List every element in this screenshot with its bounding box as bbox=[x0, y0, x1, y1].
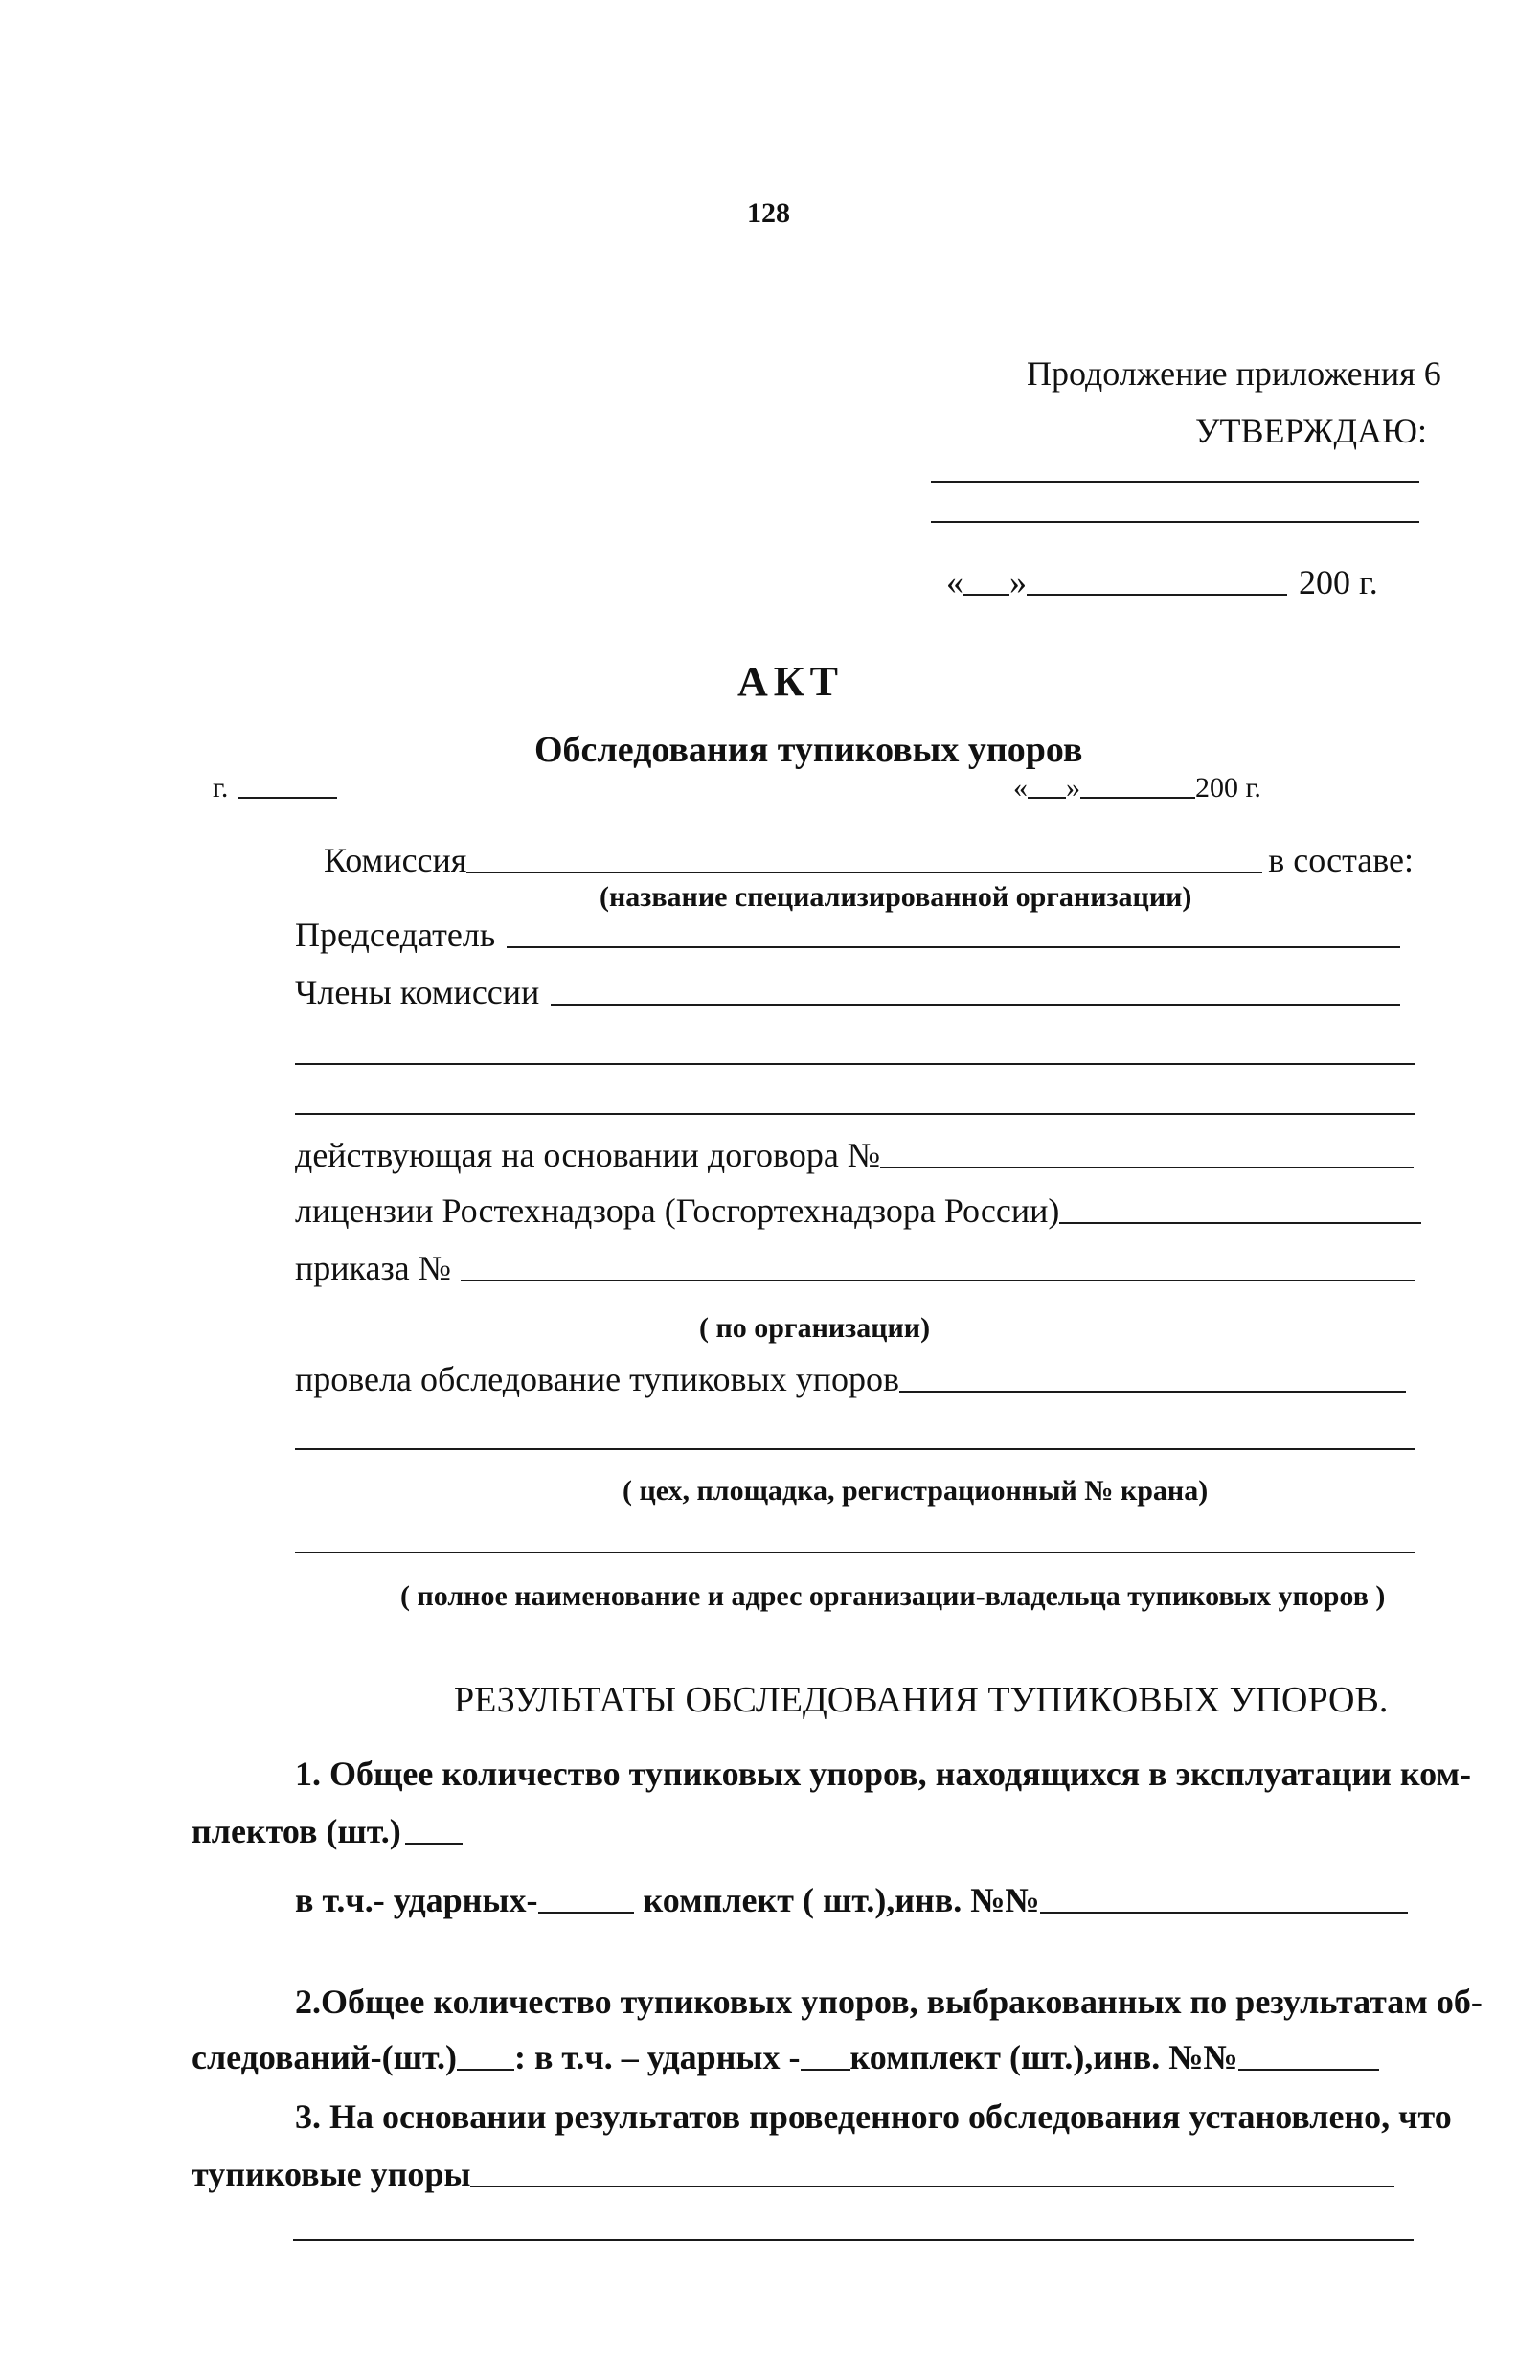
item1-line1: 1. Общее количество тупиковых упоров, находящихся в эксплуатации ком- bbox=[295, 1755, 1471, 1793]
members-line bbox=[551, 1004, 1400, 1006]
order-label: приказа № bbox=[295, 1249, 452, 1287]
license-line bbox=[1059, 1222, 1421, 1224]
item1-impact-label: в т.ч.- ударных- bbox=[295, 1881, 538, 1919]
item2-impact-label: : в т.ч. – ударных - bbox=[514, 2038, 801, 2076]
members-extra-line bbox=[295, 1113, 1415, 1115]
item2-line2 bbox=[192, 2040, 1379, 2074]
item1-line3 bbox=[295, 1883, 1408, 1917]
item1-sets-line bbox=[405, 1843, 463, 1845]
act-month-line bbox=[1080, 797, 1195, 799]
item3-line2 bbox=[192, 2157, 1394, 2191]
item3-line1: 3. На основании результатов проведенного обследования установлено, что bbox=[295, 2097, 1452, 2136]
approval-month-line bbox=[1027, 594, 1287, 596]
order-row bbox=[295, 1251, 1415, 1285]
org-name-hint: (название специализированной организации) bbox=[600, 881, 1192, 913]
inspected-label: провела обследование тупиковых упоров bbox=[295, 1360, 899, 1398]
by-organization-hint: ( по организации) bbox=[699, 1312, 931, 1344]
contract-label: действующая на основании договора № bbox=[295, 1136, 881, 1174]
contract-row bbox=[295, 1138, 1414, 1172]
city-row bbox=[213, 774, 347, 803]
approval-year: 200 г. bbox=[1299, 563, 1378, 601]
item1-inventory-label: комплект ( шт.),инв. №№ bbox=[643, 1881, 1040, 1919]
quote-open: « bbox=[1013, 772, 1028, 804]
inspected-object-line bbox=[899, 1391, 1406, 1393]
approver-name-line bbox=[931, 521, 1419, 523]
item3-conclusion-line bbox=[470, 2186, 1394, 2187]
quote-open: « bbox=[946, 563, 963, 601]
chairman-label: Председатель bbox=[295, 916, 496, 954]
chairman-row bbox=[295, 918, 1400, 952]
act-title: АКТ bbox=[737, 658, 845, 705]
act-date-row bbox=[1013, 774, 1339, 803]
commission-name-line bbox=[466, 872, 1262, 873]
members-row bbox=[295, 975, 1400, 1009]
city-line bbox=[238, 797, 337, 799]
item3-stops-label: тупиковые упоры bbox=[192, 2155, 471, 2193]
approval-day-line bbox=[963, 594, 1009, 596]
item2-inventory-line bbox=[1238, 2069, 1379, 2071]
item2-rejected-line bbox=[457, 2069, 514, 2071]
item2-impact-line bbox=[801, 2069, 850, 2071]
members-label: Члены комиссии bbox=[295, 973, 540, 1011]
act-subtitle: Обследования тупиковых упоров bbox=[534, 730, 1083, 770]
order-number-line bbox=[461, 1280, 1415, 1281]
appendix-continuation: Продолжение приложения 6 bbox=[1027, 354, 1441, 393]
city-prefix: г. bbox=[213, 772, 229, 804]
quote-close: » bbox=[1009, 563, 1027, 601]
approver-position-line bbox=[931, 481, 1419, 483]
composition-label: в составе: bbox=[1268, 841, 1414, 879]
item3-extra-line bbox=[293, 2239, 1414, 2241]
location-hint: ( цех, площадка, регистрационный № крана) bbox=[623, 1475, 1209, 1507]
license-label: лицензии Ростехнадзора (Госгортехнадзора России) bbox=[295, 1191, 1060, 1230]
item1-impact-count-line bbox=[538, 1912, 634, 1914]
license-row bbox=[295, 1193, 1421, 1228]
item1-line2 bbox=[192, 1814, 479, 1848]
quote-close: » bbox=[1066, 772, 1080, 804]
page-number: 128 bbox=[747, 197, 790, 229]
act-year: 200 г. bbox=[1195, 772, 1261, 804]
owner-line bbox=[295, 1552, 1415, 1553]
item2-line1: 2.Общее количество тупиковых упоров, выбракованных по результатам об- bbox=[295, 1983, 1483, 2021]
owner-hint: ( полное наименование и адрес организации-владельца тупиковых упоров ) bbox=[400, 1580, 1386, 1612]
inspected-extra-line bbox=[295, 1448, 1415, 1450]
contract-number-line bbox=[880, 1167, 1414, 1168]
item2-inventory-label: комплект (шт.),инв. №№ bbox=[849, 2038, 1238, 2076]
item1-sets-label: плектов (шт.) bbox=[192, 1812, 401, 1850]
approve-label: УТВЕРЖДАЮ: bbox=[1195, 412, 1428, 450]
results-heading: РЕЗУЛЬТАТЫ ОБСЛЕДОВАНИЯ ТУПИКОВЫХ УПОРОВ. bbox=[454, 1680, 1389, 1720]
approval-date-row bbox=[946, 565, 1419, 600]
item2-rejected-label: следований-(шт.) bbox=[192, 2038, 457, 2076]
act-day-line bbox=[1028, 797, 1066, 799]
members-extra-line bbox=[295, 1063, 1415, 1065]
chairman-line bbox=[507, 946, 1400, 948]
commission-label: Комиссия bbox=[324, 841, 467, 879]
item1-inventory-line bbox=[1040, 1912, 1408, 1914]
commission-row bbox=[324, 843, 1414, 877]
inspected-row bbox=[295, 1362, 1406, 1396]
